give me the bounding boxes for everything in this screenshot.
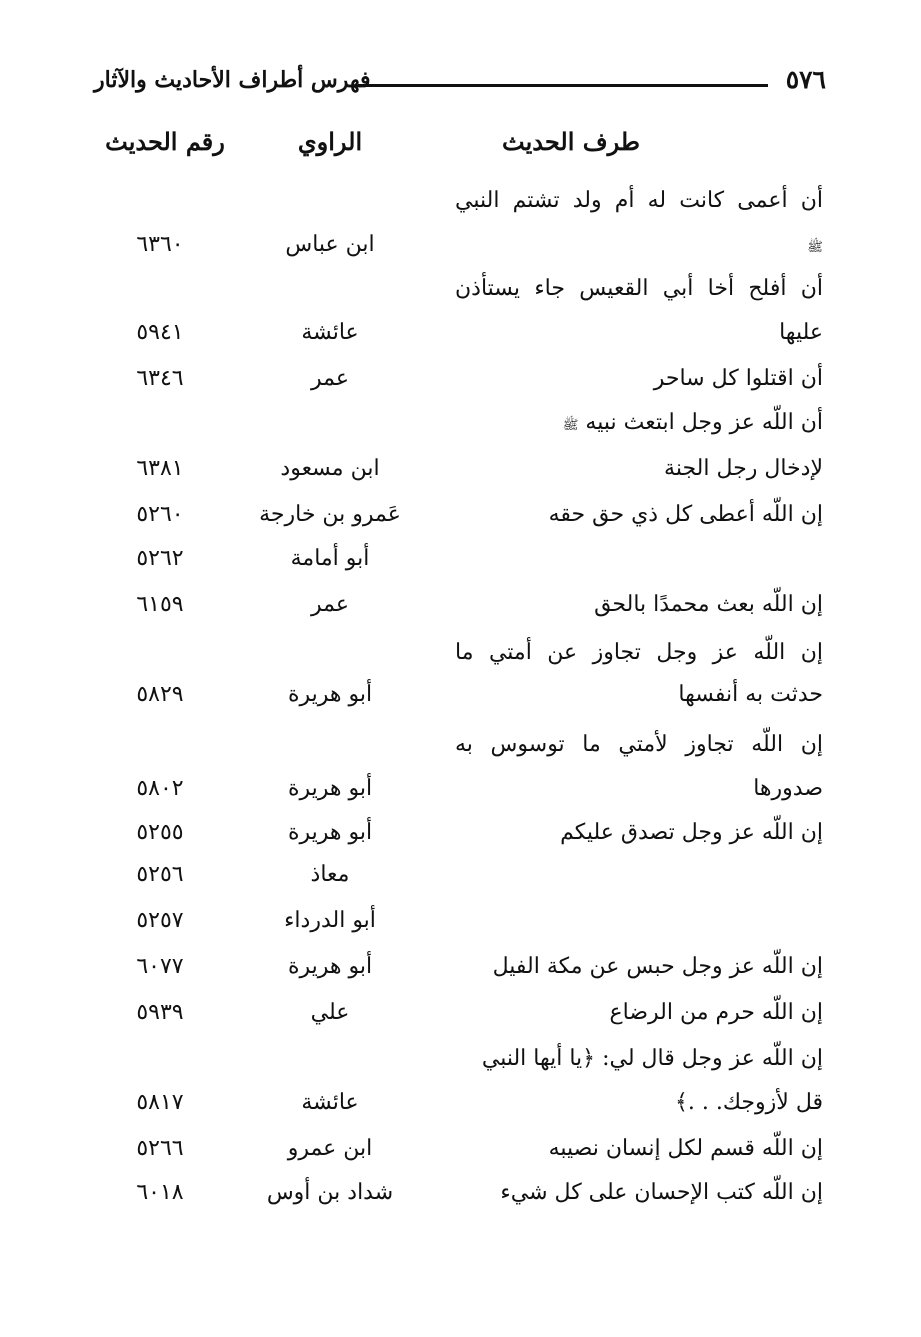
narrator: أبو هريرة: [287, 820, 373, 845]
hadith-text: إن اللّه عز وجل تجاوز عن أمتي ما: [455, 640, 823, 665]
hadith-number: ٦٠٧٧: [136, 954, 184, 979]
hadith-text: إن اللّه كتب الإحسان على كل شيء: [500, 1180, 823, 1205]
narrator: علي: [310, 1000, 350, 1025]
page-number: ٥٧٦: [785, 65, 826, 94]
hadith-text: قل لأزوجك. . .﴾: [675, 1090, 823, 1115]
salutation-symbol-glyph: ﷺ: [807, 240, 823, 255]
hadith-text: إن اللّه عز وجل حبس عن مكة الفيل: [492, 954, 823, 979]
hadith-number: ٦١٥٩: [136, 592, 184, 617]
hadith-number: ٥٢٦٦: [136, 1136, 184, 1161]
hadith-number: ٥٢٦٢: [136, 546, 184, 571]
narrator: عائشة: [301, 1090, 359, 1115]
hadith-number: ٥٢٥٦: [136, 862, 184, 887]
column-header-narrator: الراوي: [297, 127, 363, 156]
hadith-number: ٥٩٣٩: [136, 1000, 184, 1025]
column-header-hadith: طرف الحديث: [502, 127, 640, 156]
narrator: أبو هريرة: [287, 776, 373, 801]
header-rule: [358, 84, 768, 87]
hadith-text: إن اللّه تجاوز لأمتي ما توسوس به: [455, 732, 823, 757]
hadith-text: عليها: [779, 320, 823, 345]
hadith-number: ٦٣٦٠: [136, 232, 184, 257]
hadith-text: إن اللّه قسم لكل إنسان نصيبه: [548, 1136, 823, 1161]
hadith-number: ٥٢٥٥: [136, 820, 184, 845]
narrator: أبو هريرة: [287, 954, 373, 979]
column-header-number: رقم الحديث: [105, 127, 225, 156]
hadith-text-line: [563, 400, 823, 446]
hadith-text: لإدخال رجل الجنة: [664, 456, 823, 481]
hadith-text: أن اللّه عز وجل ابتعث نبيه: [585, 410, 823, 435]
narrator: أبو الدرداء: [284, 908, 376, 933]
hadith-number: ٥٢٥٧: [136, 908, 184, 933]
narrator: عمر: [311, 366, 349, 391]
hadith-text: أن أعمى كانت له أم ولد تشتم النبي: [455, 188, 823, 213]
hadith-text: حدثت به أنفسها: [678, 682, 823, 707]
running-head: [90, 58, 830, 104]
hadith-number: ٦٣٨١: [136, 456, 184, 481]
narrator: ابن عمرو: [287, 1136, 373, 1161]
narrator: عَمرو بن خارجة: [259, 502, 401, 527]
hadith-text: إن اللّه عز وجل قال لي: ﴿يا أيها النبي: [481, 1046, 823, 1071]
narrator: شداد بن أوس: [266, 1180, 394, 1205]
hadith-number: ٦٣٤٦: [136, 366, 184, 391]
running-title: فهرس أطراف الأحاديث والآثار: [94, 67, 371, 93]
salutation-symbol: ﷺ: [562, 418, 579, 433]
narrator: عمر: [311, 592, 349, 617]
hadith-number: ٥٩٤١: [136, 320, 184, 345]
hadith-text: إن اللّه بعث محمدًا بالحق: [594, 592, 823, 617]
hadith-number: ٥٨٢٩: [136, 682, 184, 707]
salutation-symbol: [807, 222, 823, 268]
narrator: عائشة: [301, 320, 359, 345]
hadith-number: ٥٢٦٠: [136, 502, 184, 527]
hadith-text: أن اقتلوا كل ساحر: [653, 366, 823, 391]
narrator: ابن عباس: [285, 232, 375, 257]
hadith-number: ٥٨١٧: [136, 1090, 184, 1115]
narrator: معاذ: [310, 862, 350, 887]
hadith-text: إن اللّه عز وجل تصدق عليكم: [560, 820, 823, 845]
narrator: أبو أمامة: [290, 546, 370, 571]
hadith-text: أن أفلح أخا أبي القعيس جاء يستأذن: [455, 276, 823, 301]
hadith-text: إن اللّه أعطى كل ذي حق حقه: [548, 502, 823, 527]
hadith-number: ٦٠١٨: [136, 1180, 184, 1205]
hadith-text: إن اللّه حرم من الرضاع: [609, 1000, 823, 1025]
hadith-text: صدورها: [753, 776, 823, 801]
hadith-number: ٥٨٠٢: [136, 776, 184, 801]
narrator: ابن مسعود: [280, 456, 380, 481]
narrator: أبو هريرة: [287, 682, 373, 707]
